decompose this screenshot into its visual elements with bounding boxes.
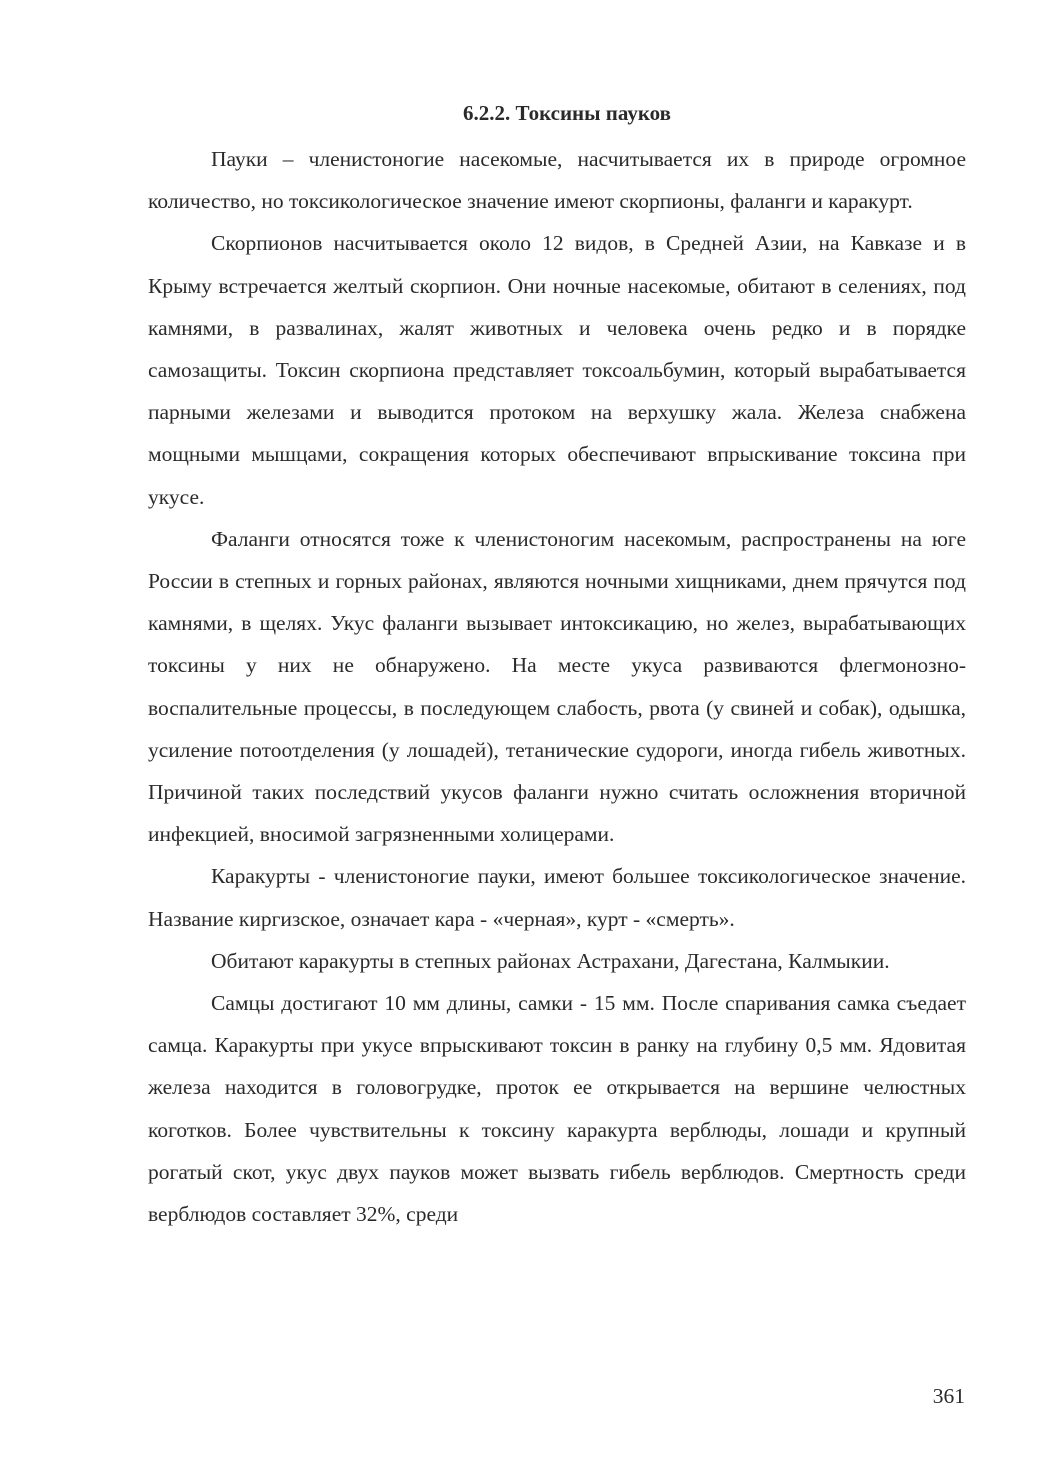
paragraph-spiders: Пауки – членистоногие насекомые, насчитывается их в природе огромное количество, но токсикологическое значение имеют скорпионы, фаланги и каракурт. (148, 147, 966, 214)
paragraph-phalanges: Фаланги относятся тоже к членистоногим насекомым, распространены на юге России в степных и горных районах, являются ночными хищниками, днем прячутся под камнями, в щелях. Укус фаланги вызывает интоксикацию, но желез, вырабатывающих токсины у них не обнаружено. На месте укуса развиваются флегмонозно-воспалительные процессы, в последующем слабость, рвота (у свиней и собак), одышка, усиление потоотделения (у лошадей), тетанические судороги, иногда гибель животных. Причиной таких последствий укусов фаланги нужно считать осложнения вторичной инфекцией, вносимой загрязненными холицерами. (148, 526, 966, 847)
section-title: 6.2.2. Токсины пауков (463, 101, 671, 125)
paragraph-karakurt-bite: Самцы достигают 10 мм длины, самки - 15 мм. После спаривания самка съедает самца. Каракурты при укусе впрыскивают токсин в ранку на глубину 0,5 мм. Ядовитая железа находится в головогрудке, проток ее открывается на вершине челюстных коготков. Более чувствительны к токсину каракурта верблюды, лошади и крупный рогатый скот, укус двух пауков может вызвать гибель верблюдов. Смертность среди верблюдов составляет 32%, среди (148, 991, 966, 1227)
body-text (148, 138, 966, 1235)
page-number: 361 (932, 1384, 965, 1408)
paragraph-scorpions: Скорпионов насчитывается около 12 видов, в Средней Азии, на Кавказе и в Крыму встречается желтый скорпион. Они ночные насекомые, обитают в селениях, под камнями, в развалинах, жалят животных и человека очень редко и в порядке самозащиты. Токсин скорпиона представляет токсоальбумин, который вырабатывается парными железами и выводится протоком на верхушку жала. Железа снабжена мощными мышцами, сокращения которых обеспечивают впрыскивание токсина при укусе. (148, 231, 966, 509)
paragraph-karakurt-habitat: Обитают каракурты в степных районах Астрахани, Дагестана, Калмыкии. (211, 948, 890, 973)
paragraph-karakurt: Каракурты - членистоногие пауки, имеют большее токсикологическое значение. Название киргизское, означает кара - «черная», курт - «смерть». (148, 864, 966, 931)
